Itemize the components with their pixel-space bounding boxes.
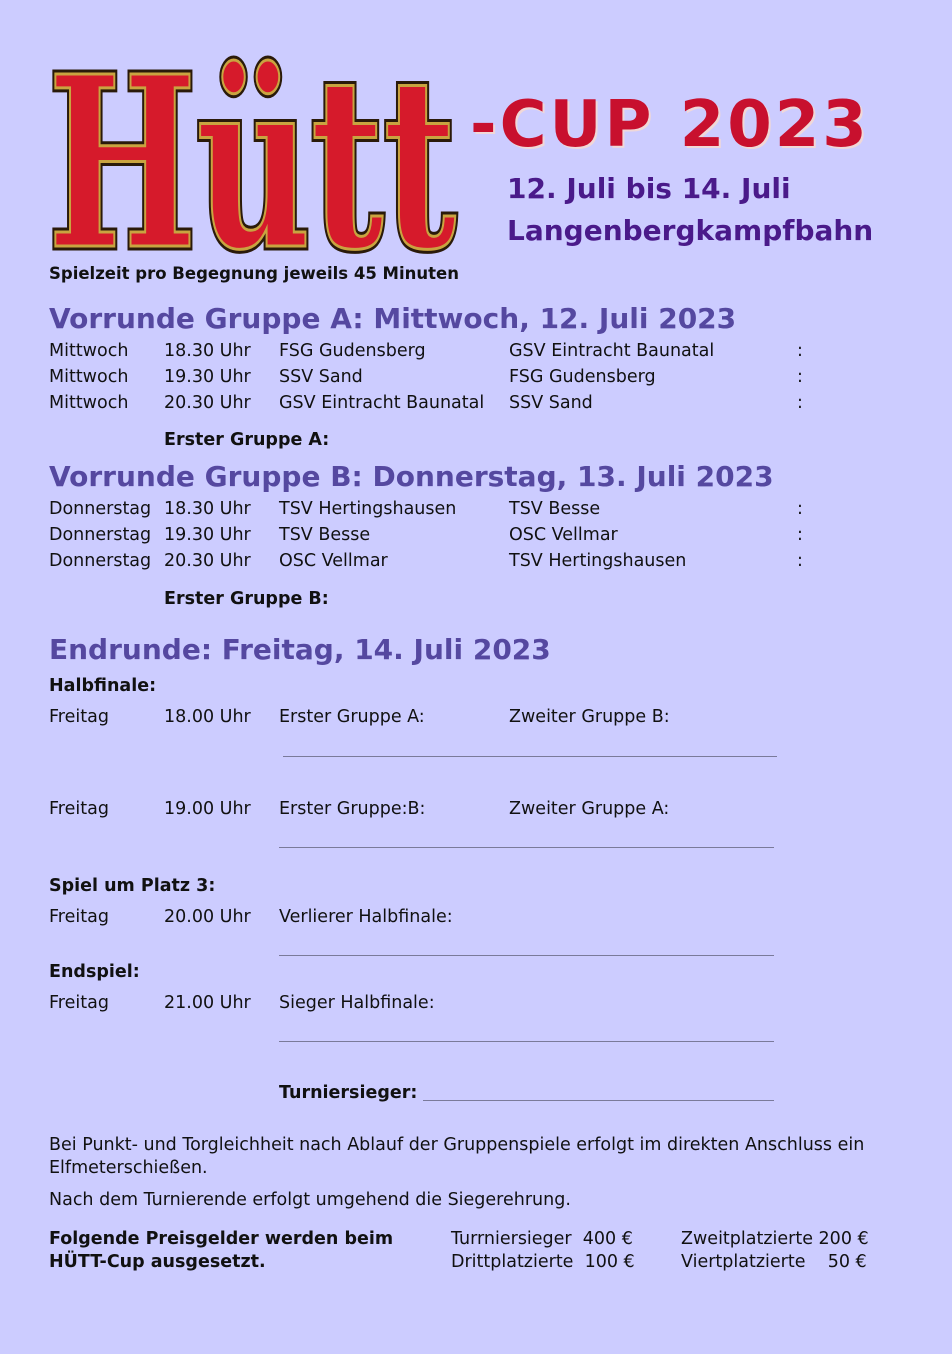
- match-day: Freitag: [49, 993, 109, 1013]
- prize-fourth: Viertplatzierte 50 €: [681, 1252, 867, 1272]
- match-home: OSC Vellmar: [279, 551, 388, 571]
- group-a-title: Vorrunde Gruppe A: Mittwoch, 12. Juli 2023: [49, 302, 737, 335]
- match-away: TSV Besse: [509, 499, 601, 519]
- cup-title: -CUP 2023: [470, 88, 870, 162]
- match-home: TSV Besse: [279, 525, 371, 545]
- match-score: :: [797, 551, 803, 571]
- match-time: 19.00 Uhr: [164, 799, 251, 819]
- match-score: :: [797, 341, 803, 361]
- match-home: Sieger Halbfinale:: [279, 993, 435, 1013]
- match-away: OSC Vellmar: [509, 525, 618, 545]
- result-line: [279, 847, 774, 848]
- match-time: 21.00 Uhr: [164, 993, 251, 1013]
- match-day: Mittwoch: [49, 393, 129, 413]
- event-venue: Langenbergkampfbahn: [507, 214, 874, 247]
- match-score: :: [797, 525, 803, 545]
- match-home: FSG Gudensberg: [279, 341, 426, 361]
- group-a-winner-label: Erster Gruppe A:: [164, 430, 330, 450]
- match-time: 18.30 Uhr: [164, 499, 251, 519]
- match-day: Donnerstag: [49, 525, 152, 545]
- match-away: FSG Gudensberg: [509, 367, 656, 387]
- match-home: TSV Hertingshausen: [279, 499, 457, 519]
- match-away: TSV Hertingshausen: [509, 551, 687, 571]
- match-home: Erster Gruppe A:: [279, 707, 425, 727]
- final-round-title: Endrunde: Freitag, 14. Juli 2023: [49, 633, 551, 666]
- match-score: :: [797, 499, 803, 519]
- ceremony-note: Nach dem Turnierende erfolgt umgehend die Siegerehrung.: [49, 1190, 571, 1210]
- match-home: GSV Eintracht Baunatal: [279, 393, 485, 413]
- match-time: 18.00 Uhr: [164, 707, 251, 727]
- match-day: Mittwoch: [49, 367, 129, 387]
- result-line: [279, 955, 774, 956]
- final-label: Endspiel:: [49, 962, 140, 982]
- logo-gold-outline: Hütt: [48, 50, 456, 255]
- prize-intro-line2: HÜTT-Cup ausgesetzt.: [49, 1252, 266, 1272]
- match-day: Donnerstag: [49, 499, 152, 519]
- match-time: 20.00 Uhr: [164, 907, 251, 927]
- match-score: :: [797, 393, 803, 413]
- match-time: 20.30 Uhr: [164, 551, 251, 571]
- match-home: SSV Sand: [279, 367, 363, 387]
- logo-text: Hütt: [48, 50, 456, 255]
- match-away: Zweiter Gruppe A:: [509, 799, 670, 819]
- match-home: Verlierer Halbfinale:: [279, 907, 453, 927]
- prize-second: Zweitplatzierte 200 €: [681, 1229, 869, 1249]
- champion-label: Turniersieger:: [279, 1083, 418, 1103]
- match-home: Erster Gruppe:B:: [279, 799, 426, 819]
- match-away: Zweiter Gruppe B:: [509, 707, 670, 727]
- match-day: Freitag: [49, 707, 109, 727]
- match-away: SSV Sand: [509, 393, 593, 413]
- match-day: Mittwoch: [49, 341, 129, 361]
- match-time: 19.30 Uhr: [164, 367, 251, 387]
- match-day: Freitag: [49, 799, 109, 819]
- third-place-label: Spiel um Platz 3:: [49, 876, 216, 896]
- prize-intro-line1: Folgende Preisgelder werden beim: [49, 1229, 394, 1249]
- result-line: [279, 1041, 774, 1042]
- champion-line: [423, 1100, 774, 1101]
- semifinal-label: Halbfinale:: [49, 676, 157, 696]
- prize-third: Drittplatzierte 100 €: [451, 1252, 635, 1272]
- match-time: 18.30 Uhr: [164, 341, 251, 361]
- result-line: [283, 756, 777, 757]
- match-day: Freitag: [49, 907, 109, 927]
- huett-logo: [44, 50, 464, 255]
- match-day: Donnerstag: [49, 551, 152, 571]
- group-b-winner-label: Erster Gruppe B:: [164, 589, 329, 609]
- match-time: 20.30 Uhr: [164, 393, 251, 413]
- prize-first: Turrniersieger 400 €: [451, 1229, 633, 1249]
- match-time: 19.30 Uhr: [164, 525, 251, 545]
- match-score: :: [797, 367, 803, 387]
- match-away: GSV Eintracht Baunatal: [509, 341, 715, 361]
- event-dates: 12. Juli bis 14. Juli: [507, 172, 791, 205]
- tiebreak-note: Bei Punkt- und Torgleichheit nach Ablauf der Gruppenspiele erfolgt im direkten Anschluss ein Elfmeterschießen.: [49, 1135, 865, 1178]
- play-time-note: Spielzeit pro Begegnung jeweils 45 Minuten: [49, 264, 459, 283]
- group-b-title: Vorrunde Gruppe B: Donnerstag, 13. Juli 2023: [49, 460, 774, 493]
